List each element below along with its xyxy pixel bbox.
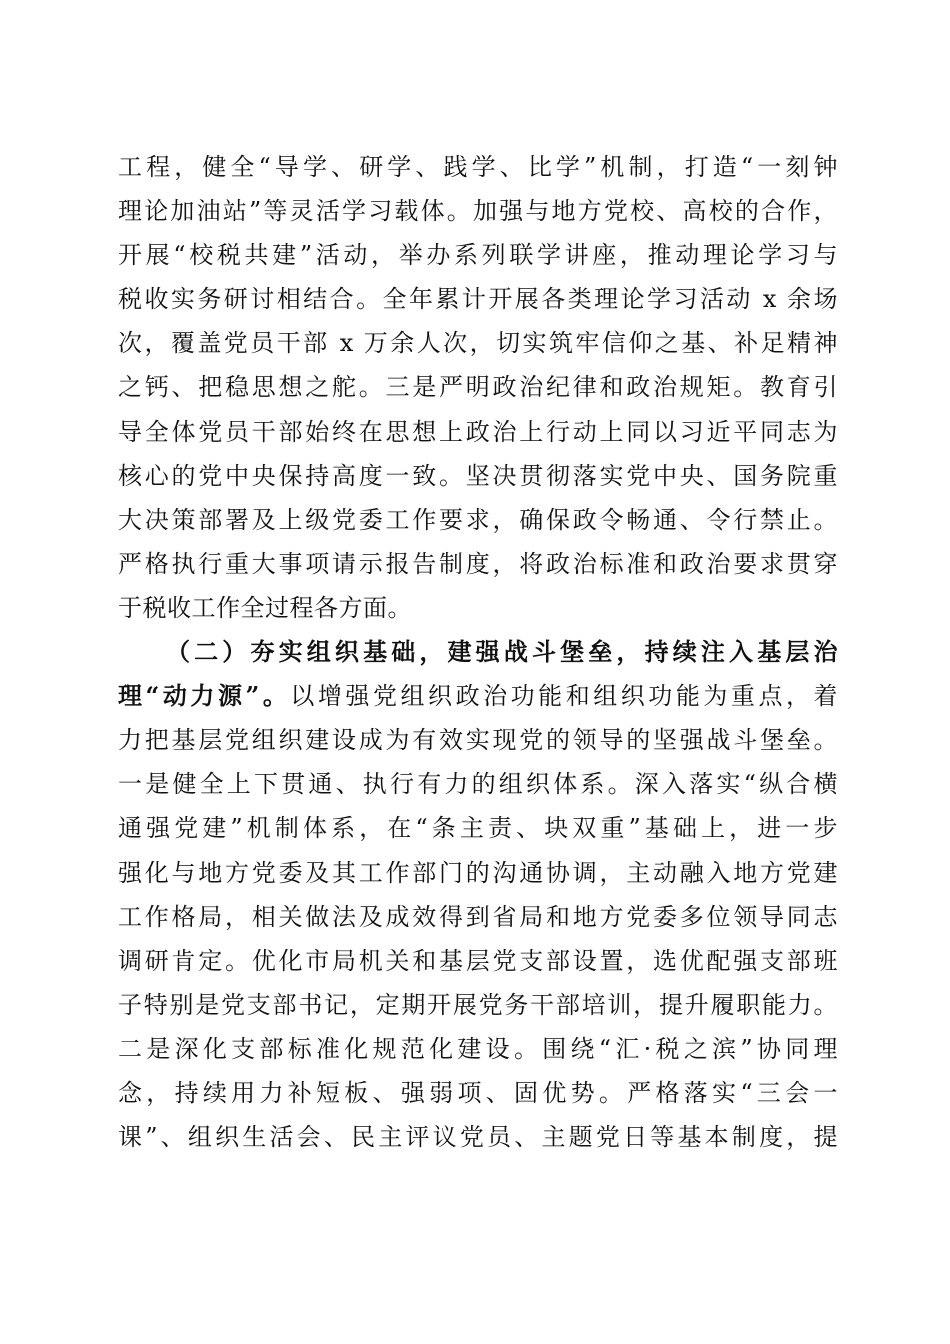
text-line: 念，持续用力补短板、强弱项、固优势。严格落实“三会一 [118, 1078, 838, 1107]
text-line [118, 674, 838, 718]
section-heading: （二）夯实组织基础，建强战斗堡垒，持续注入基层治 [166, 637, 838, 667]
section-heading-tail: 理“动力源”。 [118, 681, 291, 711]
body-text [118, 145, 838, 1159]
text-line: 大决策部署及上级党委工作要求，确保政令畅通、令行禁止。 [118, 505, 838, 534]
text-line: 强化与地方党委及其工作部门的沟通协调，主动融入地方党建 [118, 858, 838, 887]
text-line: 税收实务研讨相结合。全年累计开展各类理论学习活动 x 余场 [118, 285, 838, 314]
text-line: 工程，健全“导学、研学、践学、比学”机制，打造“一刻钟 [118, 153, 838, 181]
text-line: 理论加油站”等灵活学习载体。加强与地方党校、高校的合作， [118, 197, 838, 226]
text-line-rest: 以增强党组织政治功能和组织功能为重点，着 [290, 682, 839, 711]
text-line: 工作格局，相关做法及成效得到省局和地方党委多位领导同志 [118, 902, 838, 931]
text-line: 调研肯定。优化市局机关和基层党支部设置，选优配强支部班 [118, 946, 838, 975]
text-line: 开展“校税共建”活动，举办系列联学讲座，推动理论学习与 [118, 241, 838, 270]
text-line: 严格执行重大事项请示报告制度，将政治标准和政治要求贯穿 [118, 549, 838, 578]
text-line: 之钙、把稳思想之舵。三是严明政治纪律和政治规矩。教育引 [118, 373, 838, 402]
text-line: 通强党建”机制体系，在“条主责、块双重”基础上，进一步 [118, 814, 838, 843]
text-line: 于税收工作全过程各方面。 [118, 593, 412, 622]
text-line: 子特别是党支部书记，定期开展党务干部培训，提升履职能力。 [118, 990, 838, 1019]
text-line: 导全体党员干部始终在思想上政治上行动上同以习近平同志为 [118, 417, 838, 446]
text-line: 次，覆盖党员干部 x 万余人次，切实筑牢信仰之基、补足精神 [118, 329, 838, 358]
text-line: 课”、组织生活会、民主评议党员、主题党日等基本制度，提 [118, 1123, 838, 1152]
text-line: 二是深化支部标准化规范化建设。围绕“汇·税之滨”协同理 [118, 1034, 838, 1063]
text-line: 核心的党中央保持高度一致。坚决贯彻落实党中央、国务院重 [118, 461, 838, 490]
text-line: 力把基层党组织建设成为有效实现党的领导的坚强战斗堡垒。 [118, 726, 838, 755]
text-line: 一是健全上下贯通、执行有力的组织体系。深入落实“纵合横 [118, 770, 838, 799]
